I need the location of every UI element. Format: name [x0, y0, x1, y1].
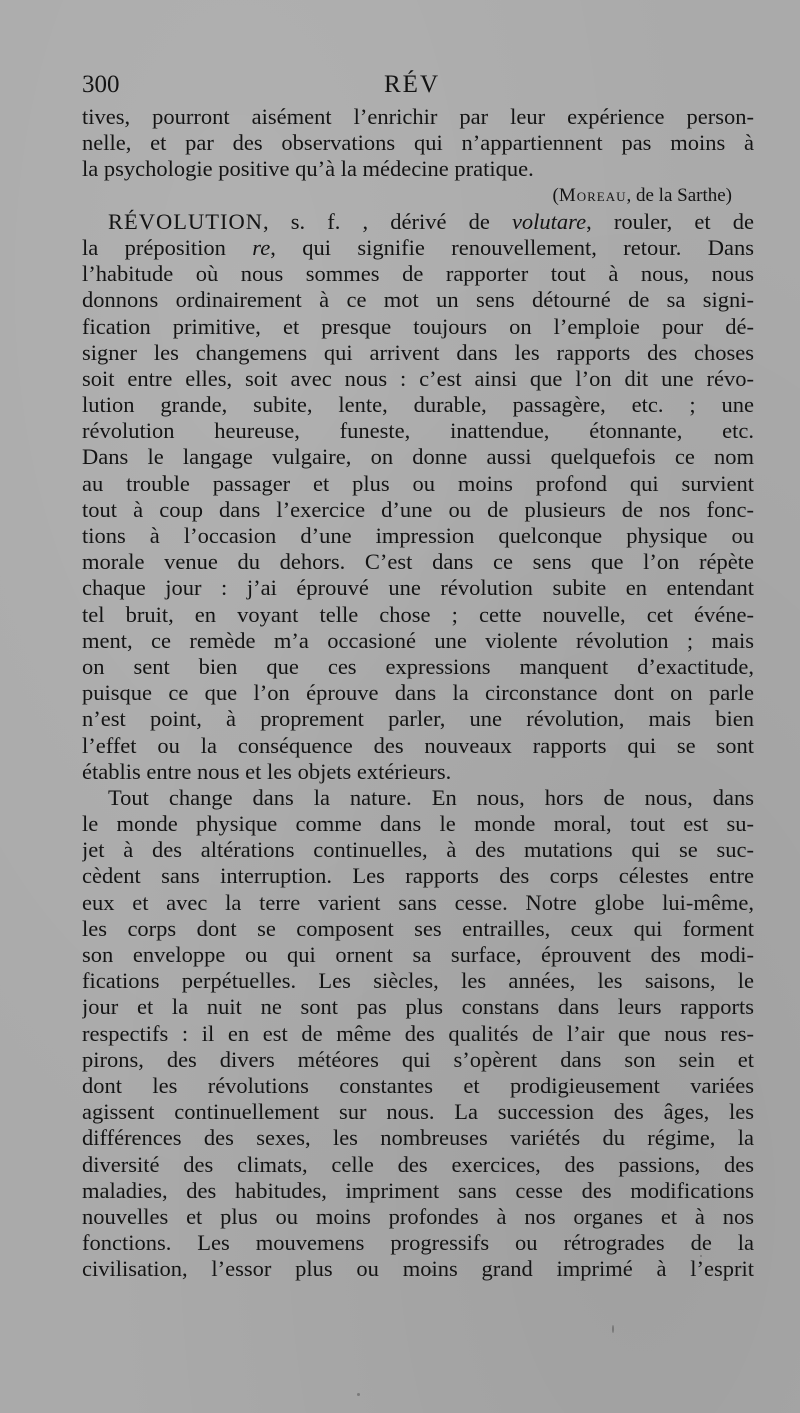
text-line: diversité des climats, celle des exercices, des passions, des — [82, 1151, 754, 1177]
signature-rest: , de la Sarthe) — [626, 184, 732, 206]
text-line: l’habitude où nous sommes de rapporter tout à nous, nous — [82, 261, 754, 287]
text-line: eux et avec la terre varient sans cesse. Notre globe lui-même, — [82, 889, 754, 915]
text-line: soit entre elles, soit avec nous : c’est ainsi que l’on dit une révo- — [82, 365, 754, 391]
running-head: RÉV — [384, 71, 440, 98]
text-line: respectifs : il en est de même des qualités de l’air que nous res- — [82, 1020, 754, 1046]
paragraph-1 — [82, 261, 754, 785]
page-header — [82, 70, 752, 100]
paper-speck — [430, 1270, 433, 1273]
text-line: Tout change dans la nature. En nous, hors de nous, dans — [108, 784, 754, 810]
paragraph-2 — [82, 785, 754, 1283]
paper-speck — [612, 1325, 614, 1333]
text-line: cèdent sans interruption. Les rapports des corps célestes entre — [82, 863, 754, 889]
text-line: maladies, des habitudes, impriment sans cesse des modifications — [82, 1177, 754, 1203]
text-line: révolution heureuse, funeste, inattendue, étonnante, etc. — [82, 418, 754, 444]
text-line: chaque jour : j’ai éprouvé une révolution subite en entendant — [82, 575, 754, 601]
text-line: jour et la nuit ne sont pas plus constans dans leurs rapports — [82, 994, 754, 1020]
author-signature — [82, 183, 754, 209]
text-line: on sent bien que ces expressions manquent d’exactitude, — [82, 653, 754, 679]
signature-author: Moreau — [558, 184, 627, 206]
text-line: ment, ce remède m’a occasioné une violente révolution ; mais — [82, 627, 754, 653]
text-line: lution grande, subite, lente, durable, passagère, etc. ; une — [82, 392, 754, 418]
text-line: la psychologie positive qu’à la médecine pratique. — [82, 156, 534, 182]
text-line: donnons ordinairement à ce mot un sens détourné de sa signi- — [82, 287, 754, 313]
entry-etymon: volutare — [511, 208, 587, 234]
text-line: civilisation, l’essor plus ou moins grand imprimé à l’esprit — [82, 1256, 754, 1282]
text-line: Dans le langage vulgaire, on donne aussi quelquefois ce nom — [82, 444, 754, 470]
text-line: dont les révolutions constantes et prodigieusement variées — [82, 1072, 754, 1098]
text-line: le monde physique comme dans le monde moral, tout est su- — [82, 811, 754, 837]
text-line: jet à des altérations continuelles, à des mutations qui se suc- — [82, 837, 754, 863]
text-line: agissent continuellement sur nous. La succession des âges, les — [82, 1099, 754, 1125]
text-line: fication primitive, et presque toujours on l’emploie pour dé- — [82, 313, 754, 339]
paper-speck — [357, 1393, 360, 1396]
text-line: pirons, des divers météores qui s’opèrent dans son sein et — [82, 1046, 754, 1072]
text-line: les corps dont se composent ses entrailles, ceux qui forment — [82, 915, 754, 941]
text-line: au trouble passager et plus ou moins profond qui survient — [82, 470, 754, 496]
page-number: 300 — [82, 71, 120, 98]
text-line: différences des sexes, les nombreuses variétés du régime, la — [82, 1125, 754, 1151]
text-line: l’effet ou la conséquence des nouveaux rapports qui se sont — [82, 732, 754, 758]
text-line: n’est point, à proprement parler, une révolution, mais bien — [82, 706, 754, 732]
body-text — [82, 104, 754, 1282]
entry-text: la préposition — [82, 234, 253, 260]
text-line: fonctions. Les mouvemens progressifs ou rétrogrades de la — [82, 1230, 754, 1256]
text-line: signer les changemens qui arrivent dans les rapports des choses — [82, 339, 754, 365]
entry-text: , rouler, et de — [586, 208, 754, 234]
signature-open: ( — [552, 184, 559, 206]
text-line: morale venue du dehors. C’est dans ce sens que l’on répète — [82, 549, 754, 575]
text-line: nouvelles et plus ou moins profondes à nos organes et à nos — [82, 1203, 754, 1229]
text-line: puisque ce que l’on éprouve dans la circonstance dont on parle — [82, 680, 754, 706]
entry-prefix: re — [252, 234, 271, 260]
text-line: établis entre nous et les objets extérieurs. — [82, 758, 452, 784]
text-line: son enveloppe ou qui ornent sa surface, éprouvent des modi- — [82, 942, 754, 967]
entry-heading-line — [82, 209, 754, 235]
entry-line-2 — [82, 235, 754, 261]
entry-headword: RÉVOLUTION — [108, 208, 263, 234]
text-line: fications perpétuelles. Les siècles, les années, les saisons, le — [82, 968, 754, 994]
entry-text: , s. f. , dérivé de — [262, 208, 512, 234]
text-line: tions à l’occasion d’une impression quelconque physique ou — [82, 523, 754, 548]
text-line: tel bruit, en voyant telle chose ; cette nouvelle, cet événe- — [82, 601, 754, 627]
paper-speck — [700, 1255, 702, 1257]
text-line: tives, pourront aisément l’enrichir par leur expérience person- — [82, 104, 754, 129]
text-line: tout à coup dans l’exercice d’une ou de plusieurs de nos fonc- — [82, 496, 754, 522]
entry-text: , qui signifie renouvellement, retour. Dans — [270, 234, 754, 260]
text-line: nelle, et par des observations qui n’appartiennent pas moins à — [82, 130, 754, 156]
